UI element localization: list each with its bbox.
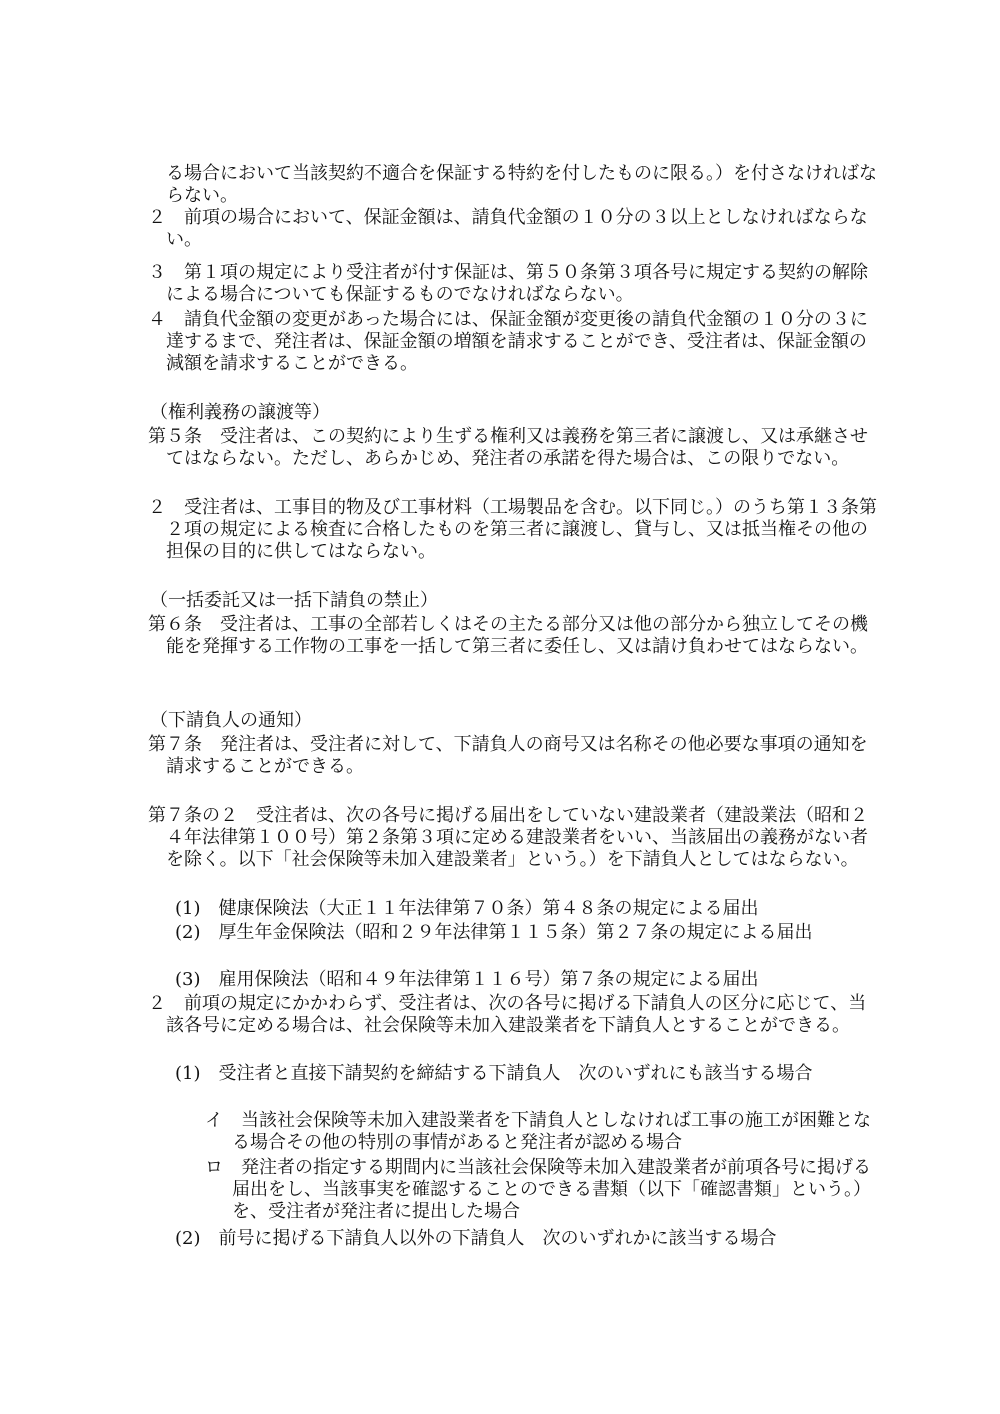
article-5-item-2: ２ 受注者は、工事目的物及び工事材料（工場製品を含む。以下同じ。）のうち第１３条第２項の規定による検査に合格したものを第三者に譲渡し、貸与し、又は抵当権その他の担保の目的に供してはならない。: [148, 497, 877, 562]
article-6-body: 第６条 受注者は、工事の全部若しくはその主たる部分又は他の部分から独立してその機能を発揮する工作物の工事を一括して第三者に委任し、又は請け負わせてはならない。: [148, 614, 868, 657]
article-7-2-item-2: (2) 厚生年金保険法（昭和２９年法律第１１５条）第２７条の規定による届出: [175, 922, 813, 943]
article-5-body: 第５条 受注者は、この契約により生ずる権利又は義務を第三者に譲渡し、又は承継させてはならない。ただし、あらかじめ、発注者の承諾を得た場合は、この限りでない。: [148, 426, 868, 469]
article-7-body: 第７条 発注者は、受注者に対して、下請負人の商号又は名称その他必要な事項の通知を請求することができる。: [148, 734, 868, 777]
article-7-2-para-2: ２ 前項の規定にかかわらず、受注者は、次の各号に掲げる下請負人の区分に応じて、当該各号に定める場合は、社会保険等未加入建設業者を下請負人とすることができる。: [148, 993, 867, 1036]
article-7-2-item-3: (3) 雇用保険法（昭和４９年法律第１１６号）第７条の規定による届出: [175, 969, 759, 990]
article-7-2-item-1: (1) 健康保険法（大正１１年法律第７０条）第４８条の規定による届出: [175, 898, 759, 919]
sub-item-ro: ロ 発注者の指定する期間内に当該社会保険等未加入建設業者が前項各号に掲げる届出をし、当該事実を確認することのできる書類（以下「確認書類」という。）を、受注者が発注者に提出した場合: [205, 1157, 871, 1222]
clause-4-item-2: ２ 前項の場合において、保証金額は、請負代金額の１０分の３以上としなければならない。: [148, 207, 868, 250]
article-7-2-body: 第７条の２ 受注者は、次の各号に掲げる届出をしていない建設業者（建設業法（昭和２４年法律第１００号）第２条第３項に定める建設業者をいい、当該届出の義務がない者を除く。以下「社会保険等未加入建設業者」という。）を下請負人としてはならない。: [148, 805, 868, 870]
clause-4-item-3: ３ 第１項の規定により受注者が付す保証は、第５０条第３項各号に規定する契約の解除による場合についても保証するものでなければならない。: [148, 262, 868, 305]
article-6-heading: （一括委託又は一括下請負の禁止）: [150, 590, 438, 611]
clause-4-item-4: ４ 請負代金額の変更があった場合には、保証金額が変更後の請負代金額の１０分の３に達するまで、発注者は、保証金額の増額を請求することができ、受注者は、保証金額の減額を請求することができる。: [148, 309, 868, 374]
sub-item-i: イ 当該社会保険等未加入建設業者を下請負人としなければ工事の施工が困難となる場合その他の特別の事情があると発注者が認める場合: [205, 1110, 871, 1153]
paragraph-continuation: る場合において当該契約不適合を保証する特約を付したものに限る。）を付さなければならない。: [166, 163, 877, 206]
article-7-heading: （下請負人の通知）: [150, 710, 312, 731]
article-7-2-para-2-item-2: (2) 前号に掲げる下請負人以外の下請負人 次のいずれかに該当する場合: [175, 1228, 777, 1249]
article-5-heading: （権利義務の譲渡等）: [150, 402, 330, 423]
article-7-2-para-2-item-1: (1) 受注者と直接下請契約を締結する下請負人 次のいずれにも該当する場合: [175, 1063, 813, 1084]
